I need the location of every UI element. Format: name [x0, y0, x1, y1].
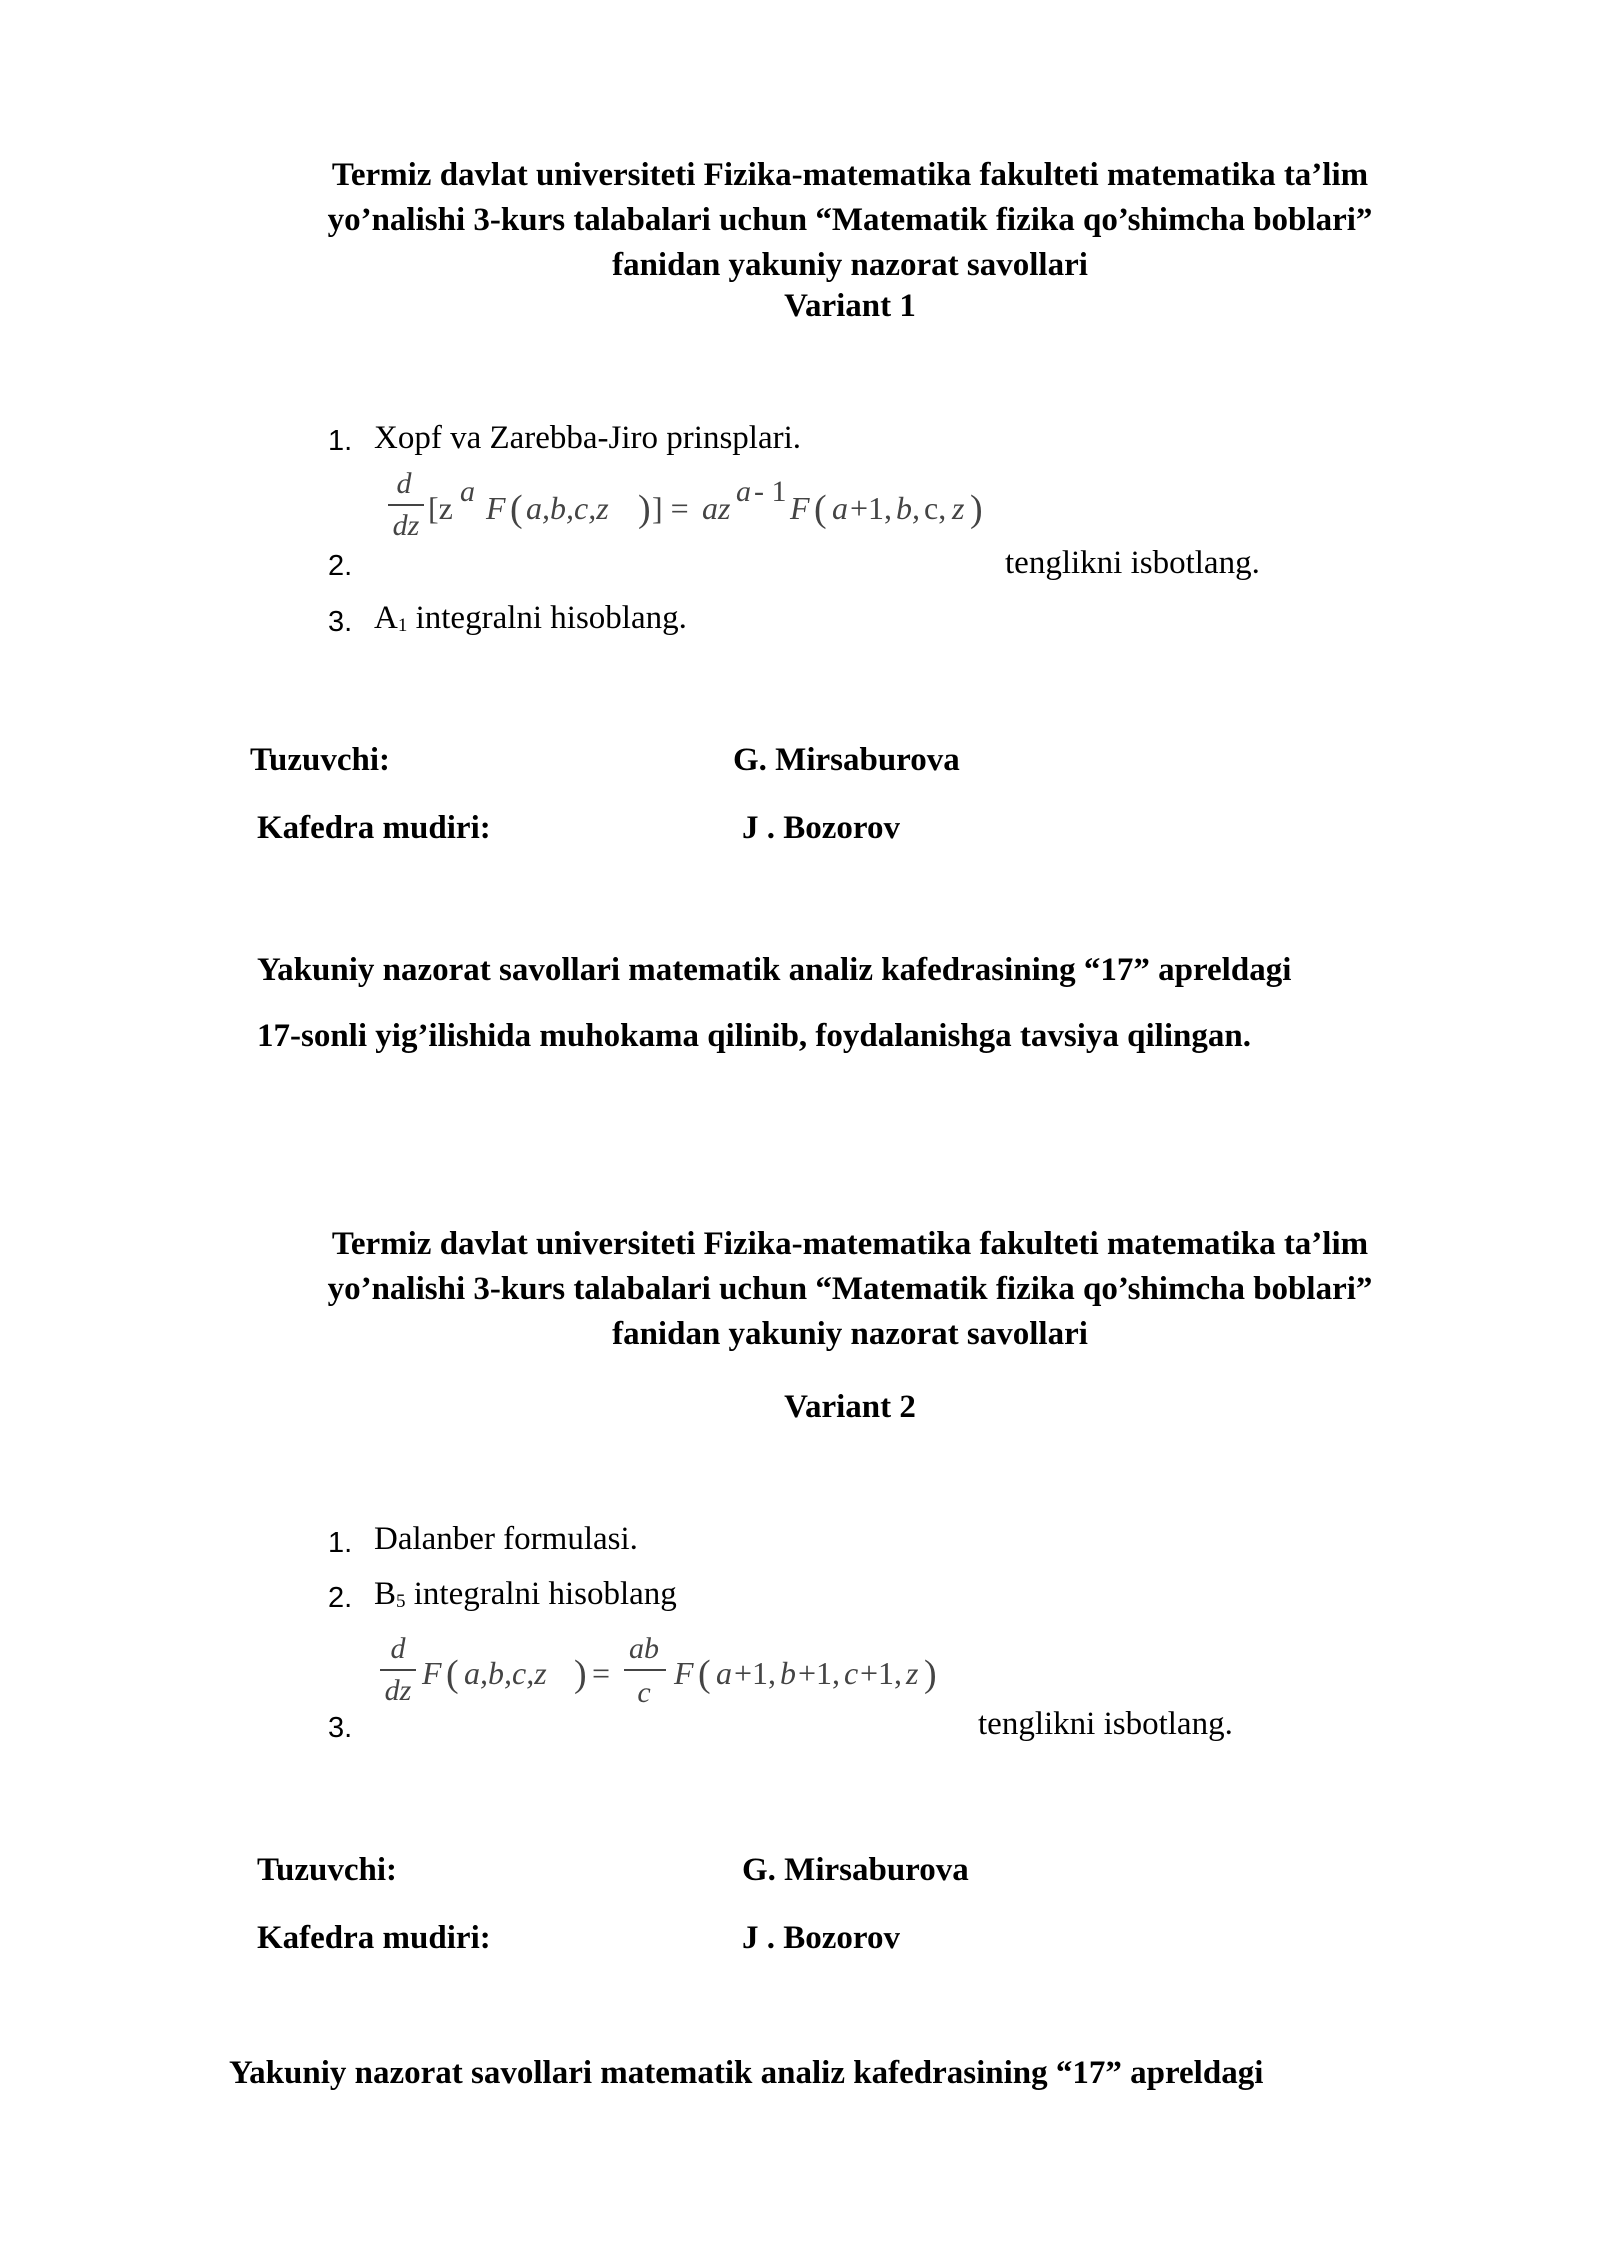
formula-derivative-za: [380, 465, 1020, 545]
heading-line: yo’nalishi 3-kurs talabalari uchun “Matematik fizika qo’shimcha boblari”: [327, 1271, 1373, 1307]
svg-text:(: (: [698, 1653, 711, 1695]
signature-role: Tuzuvchi:: [257, 1852, 397, 1888]
question-suffix: tenglikni isbotlang.: [978, 1706, 1233, 1742]
question-number: 3.: [328, 606, 353, 638]
svg-text:b: b: [780, 1655, 796, 1691]
integral-subscript: 5: [396, 1591, 406, 1612]
svg-text:b,: b,: [896, 490, 920, 526]
svg-text:F: F: [674, 1655, 694, 1691]
svg-text:=: =: [592, 1655, 611, 1691]
svg-text:a,b,c,z: a,b,c,z: [464, 1655, 547, 1691]
svg-text:): ): [638, 488, 651, 530]
svg-text:a: a: [716, 1655, 732, 1691]
svg-text:(: (: [814, 488, 827, 530]
heading-line: yo’nalishi 3-kurs talabalari uchun “Matematik fizika qo’shimcha boblari”: [327, 202, 1373, 238]
svg-text:] =: ] =: [652, 490, 689, 526]
svg-text:d: d: [390, 1632, 406, 1665]
heading-line: fanidan yakuniy nazorat savollari: [612, 247, 1088, 283]
svg-text:z: z: [952, 490, 965, 526]
variant2-label: Variant 2: [784, 1389, 916, 1425]
svg-text:c: c: [637, 1676, 651, 1709]
approval-note-line: Yakuniy nazorat savollari matematik analiz kafedrasining “17” apreldagi: [229, 2055, 1264, 2091]
svg-text:): ): [924, 1653, 937, 1695]
svg-text:a: a: [832, 490, 848, 526]
question-text-body: integralni hisoblang.: [415, 600, 687, 636]
question-text: [374, 1576, 677, 1613]
signature-name: G. Mirsaburova: [733, 742, 960, 778]
question-number: 1.: [328, 425, 353, 457]
integral-letter: B: [374, 1576, 397, 1612]
formula-derivative-f: [374, 1628, 994, 1714]
svg-text:dz: dz: [392, 509, 420, 542]
svg-text:a: a: [736, 475, 751, 508]
signature-name: G. Mirsaburova: [742, 1852, 969, 1888]
svg-text:a,b,c,z: a,b,c,z: [526, 490, 609, 526]
question-text: [374, 600, 687, 637]
svg-text:z: z: [906, 1655, 919, 1691]
integral-subscript: 1: [397, 615, 408, 636]
question-number: 2.: [328, 550, 353, 582]
svg-text:dz: dz: [384, 1674, 412, 1707]
svg-text:): ): [574, 1653, 587, 1695]
question-text: Xopf va Zarebba-Jiro prinsplari.: [374, 420, 802, 456]
question-suffix: tenglikni isbotlang.: [1005, 545, 1260, 581]
svg-text:+1,: +1,: [860, 1655, 903, 1691]
signature-name: J . Bozorov: [742, 1920, 900, 1956]
variant1-heading: [200, 153, 1500, 288]
svg-text:F: F: [486, 490, 506, 526]
svg-text:+1,: +1,: [850, 490, 893, 526]
signature-role: Kafedra mudiri:: [257, 1920, 491, 1956]
variant1-label: Variant 1: [784, 288, 916, 324]
question-text: Dalanber formulasi.: [374, 1521, 638, 1557]
variant2-heading: [200, 1222, 1500, 1357]
svg-text:F: F: [790, 490, 810, 526]
signature-name: J . Bozorov: [742, 810, 900, 846]
svg-text:ab: ab: [629, 1632, 659, 1665]
svg-text:c: c: [844, 1655, 859, 1691]
signature-role: Tuzuvchi:: [250, 742, 390, 778]
svg-text:): ): [970, 488, 983, 530]
approval-note-line: 17-sonli yig’ilishida muhokama qilinib, foydalanishga tavsiya qilingan.: [257, 1018, 1251, 1054]
integral-letter: A: [374, 600, 398, 636]
question-number: 3.: [328, 1712, 353, 1744]
svg-text:- 1: - 1: [754, 475, 787, 508]
signature-role: Kafedra mudiri:: [257, 810, 491, 846]
approval-note-line: Yakuniy nazorat savollari matematik analiz kafedrasining “17” apreldagi: [257, 952, 1292, 988]
svg-text:[z: [z: [428, 490, 453, 526]
heading-line: fanidan yakuniy nazorat savollari: [612, 1316, 1088, 1352]
question-text-body: integralni hisoblang: [413, 1576, 677, 1612]
svg-text:az: az: [702, 490, 731, 526]
svg-text:(: (: [510, 488, 523, 530]
question-number: 2.: [328, 1582, 353, 1614]
svg-text:d: d: [396, 467, 412, 500]
svg-text:F: F: [422, 1655, 442, 1691]
heading-line: Termiz davlat universiteti Fizika-matematika fakulteti matematika ta’lim: [331, 1226, 1369, 1262]
svg-text:+1,: +1,: [734, 1655, 777, 1691]
svg-text:c,: c,: [924, 490, 947, 526]
svg-text:+1,: +1,: [798, 1655, 841, 1691]
svg-text:a: a: [460, 475, 475, 508]
heading-line: Termiz davlat universiteti Fizika-matematika fakulteti matematika ta’lim: [331, 157, 1369, 193]
svg-text:(: (: [446, 1653, 459, 1695]
question-number: 1.: [328, 1527, 353, 1559]
